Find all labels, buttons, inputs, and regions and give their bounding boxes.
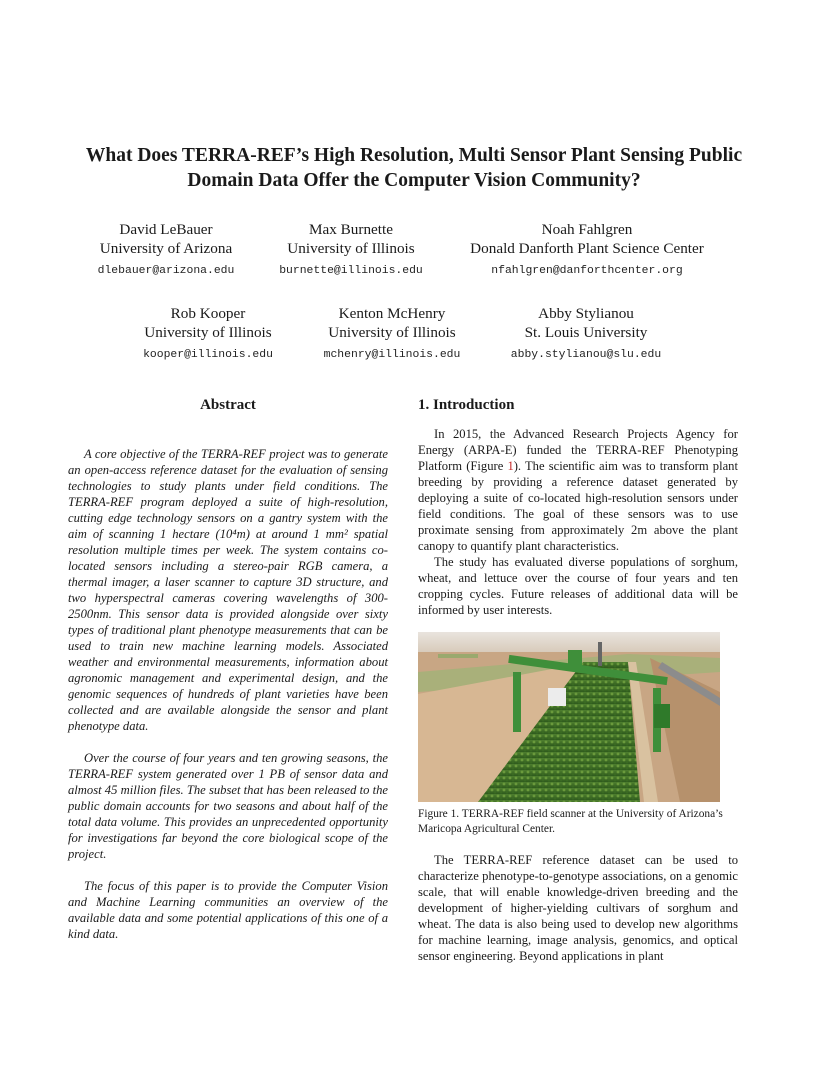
author-email[interactable]: nfahlgren@danforthcenter.org (491, 265, 683, 277)
figure-1-image (418, 632, 720, 802)
abstract-body (68, 446, 388, 942)
author-affiliation: Donald Danforth Plant Science Center (470, 240, 704, 257)
title-line-1: What Does TERRA-REF’s High Resolution, Multi Sensor Plant Sensing Public (85, 145, 743, 166)
introduction-body-continued (418, 852, 738, 964)
paper-title (40, 143, 788, 193)
intro-text: In 2015, the Advanced Research Projects Agency for Energy (ARPA-E) funded the TERRA-REF Phenotyping Platform (Figure (418, 427, 738, 473)
author-email[interactable]: dlebauer@arizona.edu (97, 265, 235, 277)
author-block (266, 220, 436, 281)
author-name: Noah Fahlgren (541, 221, 633, 238)
introduction-body (418, 426, 738, 618)
intro-text: ). The scientific aim was to transform plant breeding by providing a reference dataset generated by deploying a suite of co-located high-resolution sensors under field conditions. The goal of these sensors was to use proximate sensing from approximately 2m above the plant canopy to quantify plant characteristics. (418, 459, 738, 553)
author-email[interactable]: mchenry@illinois.edu (323, 349, 461, 361)
figure-1-caption: Figure 1. TERRA-REF field scanner at the University of Arizona’s Maricopa Agricultural Center. (418, 808, 723, 835)
author-name: Abby Stylianou (538, 305, 634, 322)
author-block (494, 304, 678, 365)
author-email[interactable]: burnette@illinois.edu (279, 265, 423, 277)
author-block (128, 304, 288, 365)
field-scanner-photo (418, 632, 720, 802)
introduction-heading: 1. Introduction (418, 397, 515, 413)
author-block (452, 220, 722, 281)
intro-paragraph (418, 426, 738, 554)
author-name: Kenton McHenry (338, 305, 446, 322)
abstract-paragraph: The focus of this paper is to provide the Computer Vision and Machine Learning communities an overview of the available data and some potential applications of this one of a kind data. (68, 879, 388, 941)
author-affiliation: University of Illinois (144, 324, 272, 341)
author-name: Max Burnette (309, 221, 393, 238)
intro-paragraph: The study has evaluated diverse populations of sorghum, wheat, and lettuce over the course of four years and ten cropping cycles. Future releases of additional data will be informed by user interests. (418, 555, 738, 617)
author-block (86, 220, 246, 281)
figure-1-link[interactable]: 1 (507, 459, 514, 473)
author-email[interactable]: kooper@illinois.edu (143, 349, 273, 361)
author-affiliation: University of Arizona (99, 240, 233, 257)
author-email[interactable]: abby.stylianou@slu.edu (510, 349, 662, 361)
author-name: Rob Kooper (170, 305, 246, 322)
intro-paragraph: The TERRA-REF reference dataset can be used to characterize phenotype-to-genotype associations, on a genomic scale, that will enable knowledge-driven breeding and the development of higher-yielding cultivars of sorghum and wheat. The data is also being used to develop new algorithms for machine learning, image analysis, genomics, and optical sensor engineering. Beyond applications in plant (418, 853, 738, 963)
abstract-paragraph: Over the course of four years and ten growing seasons, the TERRA-REF system generated over 1 PB of sensor data and almost 45 million files. The subset that has been released to the public domain accounts for two seasons and about half of the total data volume. This provides an unprecedented opportunity for investigations far beyond the core biological scope of the project. (68, 751, 388, 861)
author-affiliation: University of Illinois (328, 324, 456, 341)
author-block (310, 304, 474, 365)
author-name: David LeBauer (119, 221, 213, 238)
title-line-2: Domain Data Offer the Computer Vision Community? (187, 170, 641, 191)
author-affiliation: University of Illinois (287, 240, 415, 257)
abstract-heading: Abstract (200, 397, 256, 413)
abstract-paragraph: A core objective of the TERRA-REF project was to generate an open-access reference dataset for the evaluation of sensing technologies to study plants under field conditions. The TERRA-REF program deployed a suite of high-resolution, cutting edge technology sensors on a gantry system with the aim of scanning 1 hectare (10⁴m) at around 1 mm² spatial resolution multiple times per week. The system contains co-located sensors including a stereo-pair RGB camera, a thermal imager, a laser scanner to capture 3D structure, and two hyperspectral cameras covering wavelengths of 300-2500nm. This sensor data is provided alongside over sixty types of traditional plant phenotype measurements that can be used to train new machine learning models. Associated weather and environmental measurements, information about agronomic management and experimental design, and the genomic sequences of hundreds of plant varieties have been collected and are available alongside the sensor and plant phenotype data. (68, 447, 388, 733)
author-affiliation: St. Louis University (524, 324, 648, 341)
